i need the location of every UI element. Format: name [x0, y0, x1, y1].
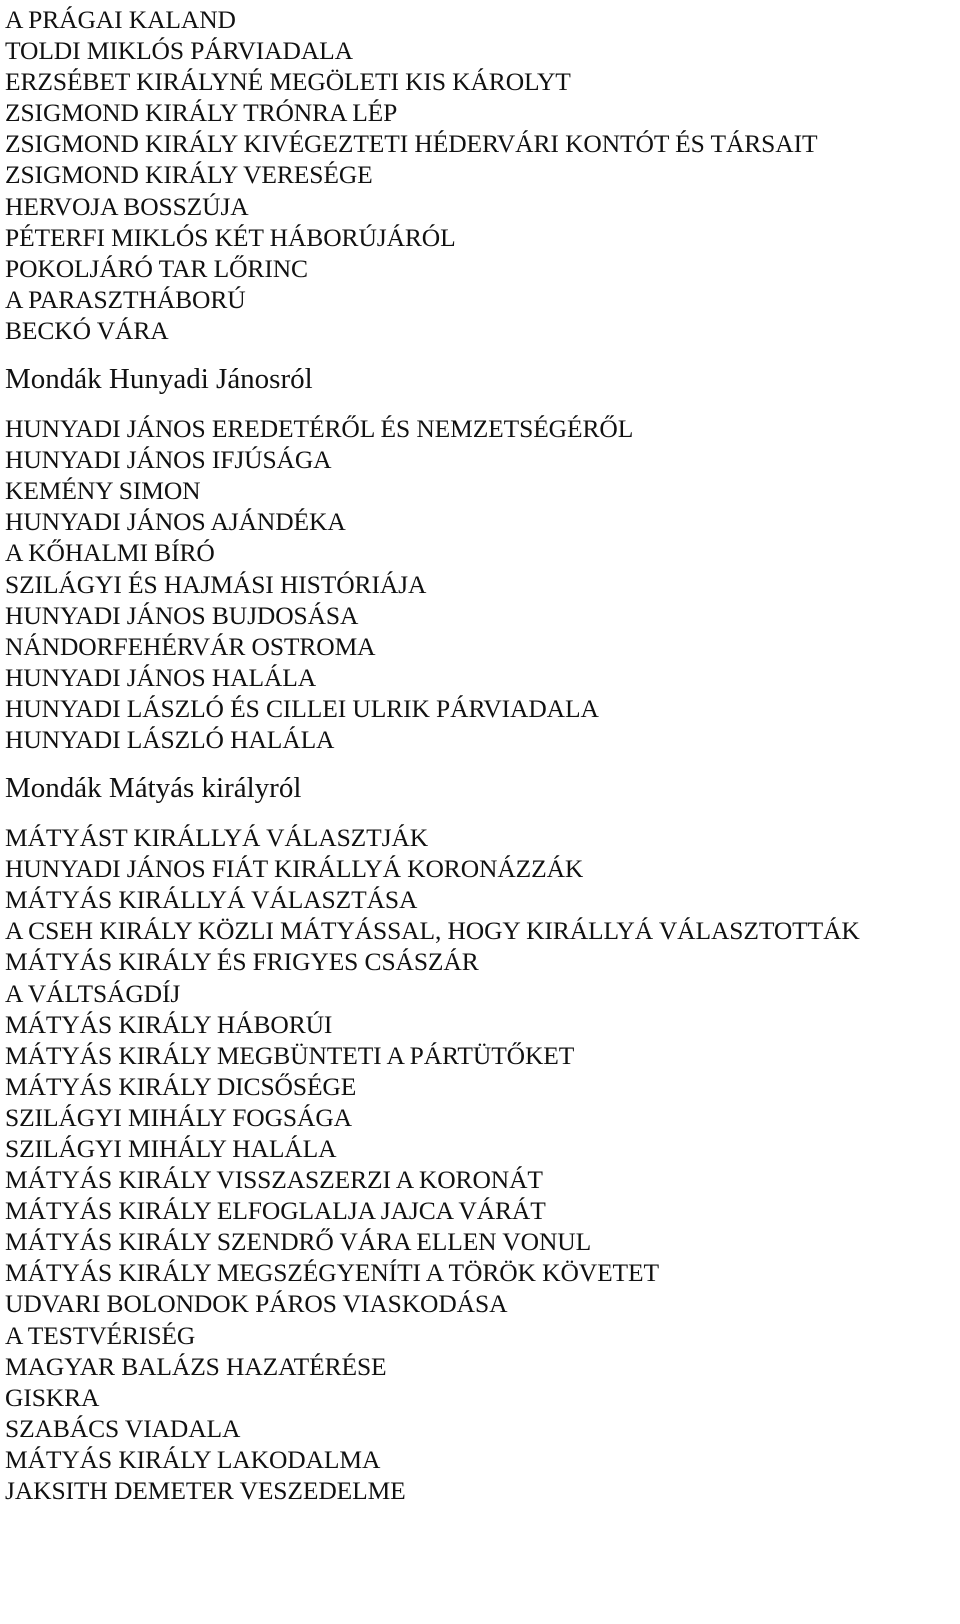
- list-item: HUNYADI JÁNOS BUJDOSÁSA: [5, 600, 359, 630]
- list-item: MÁTYÁS KIRÁLY ÉS FRIGYES CSÁSZÁR: [5, 947, 479, 977]
- section-hunyadi: [5, 362, 955, 755]
- list-item: MÁTYÁS KIRÁLLYÁ VÁLASZTÁSA: [5, 885, 418, 915]
- list-item: ERZSÉBET KIRÁLYNÉ MEGÖLETI KIS KÁROLYT: [5, 67, 571, 97]
- list-item: MÁTYÁS KIRÁLY DICSŐSÉGE: [5, 1071, 357, 1101]
- list-item: HUNYADI LÁSZLÓ HALÁLA: [5, 724, 335, 754]
- section-heading: Mondák Hunyadi Jánosról: [5, 363, 313, 396]
- list-item: UDVARI BOLONDOK PÁROS VIASKODÁSA: [5, 1289, 508, 1319]
- list-item: HERVOJA BOSSZÚJA: [5, 191, 249, 221]
- list-item: PÉTERFI MIKLÓS KÉT HÁBORÚJÁRÓL: [5, 222, 456, 252]
- list-item: SZILÁGYI MIHÁLY FOGSÁGA: [5, 1102, 352, 1132]
- list-item: POKOLJÁRÓ TAR LŐRINC: [5, 253, 308, 283]
- list-item: HUNYADI JÁNOS IFJÚSÁGA: [5, 445, 332, 475]
- list-item: HUNYADI JÁNOS HALÁLA: [5, 662, 317, 692]
- list-item: TOLDI MIKLÓS PÁRVIADALA: [5, 36, 353, 66]
- list-item: MÁTYÁS KIRÁLY VISSZASZERZI A KORONÁT: [5, 1165, 543, 1195]
- list-item: MÁTYÁS KIRÁLY ELFOGLALJA JAJCA VÁRÁT: [5, 1196, 546, 1226]
- list-item: SZILÁGYI ÉS HAJMÁSI HISTÓRIÁJA: [5, 569, 427, 599]
- list-item: MÁTYÁS KIRÁLY HÁBORÚI: [5, 1009, 333, 1039]
- document-page: [5, 4, 955, 1506]
- list-item: SZABÁCS VIADALA: [5, 1413, 241, 1443]
- list-item: GISKRA: [5, 1382, 100, 1412]
- list-item: NÁNDORFEHÉRVÁR OSTROMA: [5, 631, 376, 661]
- list-item: HUNYADI LÁSZLÓ ÉS CILLEI ULRIK PÁRVIADALA: [5, 693, 599, 723]
- section-list: [5, 4, 955, 346]
- list-item: MÁTYÁS KIRÁLY SZENDRŐ VÁRA ELLEN VONUL: [5, 1227, 592, 1257]
- list-item: A PARASZTHÁBORÚ: [5, 284, 246, 314]
- list-item: BECKÓ VÁRA: [5, 315, 169, 345]
- list-item: MÁTYÁS KIRÁLY MEGSZÉGYENÍTI A TÖRÖK KÖVETET: [5, 1258, 659, 1288]
- list-item: KEMÉNY SIMON: [5, 476, 201, 506]
- list-item: MÁTYÁS KIRÁLY MEGBÜNTETI A PÁRTÜTŐKET: [5, 1040, 575, 1070]
- list-item: HUNYADI JÁNOS EREDETÉRŐL ÉS NEMZETSÉGÉRŐL: [5, 414, 634, 444]
- list-item: A KŐHALMI BÍRÓ: [5, 538, 215, 568]
- list-item: MAGYAR BALÁZS HAZATÉRÉSE: [5, 1351, 387, 1381]
- list-item: ZSIGMOND KIRÁLY TRÓNRA LÉP: [5, 98, 398, 128]
- list-item: A PRÁGAI KALAND: [5, 5, 236, 34]
- list-item: A VÁLTSÁGDÍJ: [5, 978, 181, 1008]
- list-item: SZILÁGYI MIHÁLY HALÁLA: [5, 1134, 337, 1163]
- list-item: HUNYADI JÁNOS AJÁNDÉKA: [5, 507, 346, 537]
- list-item: ZSIGMOND KIRÁLY VERESÉGE: [5, 160, 373, 190]
- list-item: MÁTYÁST KIRÁLLYÁ VÁLASZTJÁK: [5, 823, 429, 853]
- list-item: ZSIGMOND KIRÁLY KIVÉGEZTETI HÉDERVÁRI KONTÓT ÉS TÁRSAIT: [5, 129, 818, 159]
- list-item: HUNYADI JÁNOS FIÁT KIRÁLLYÁ KORONÁZZÁK: [5, 854, 584, 884]
- list-item: A TESTVÉRISÉG: [5, 1320, 196, 1350]
- list-item: MÁTYÁS KIRÁLY LAKODALMA: [5, 1444, 381, 1474]
- section-matyas: [5, 771, 955, 1506]
- list-item: A CSEH KIRÁLY KÖZLI MÁTYÁSSAL, HOGY KIRÁLLYÁ VÁLASZTOTTÁK: [5, 916, 860, 946]
- section-heading: Mondák Mátyás királyról: [5, 772, 302, 805]
- list-item: JAKSITH DEMETER VESZEDELME: [5, 1476, 406, 1506]
